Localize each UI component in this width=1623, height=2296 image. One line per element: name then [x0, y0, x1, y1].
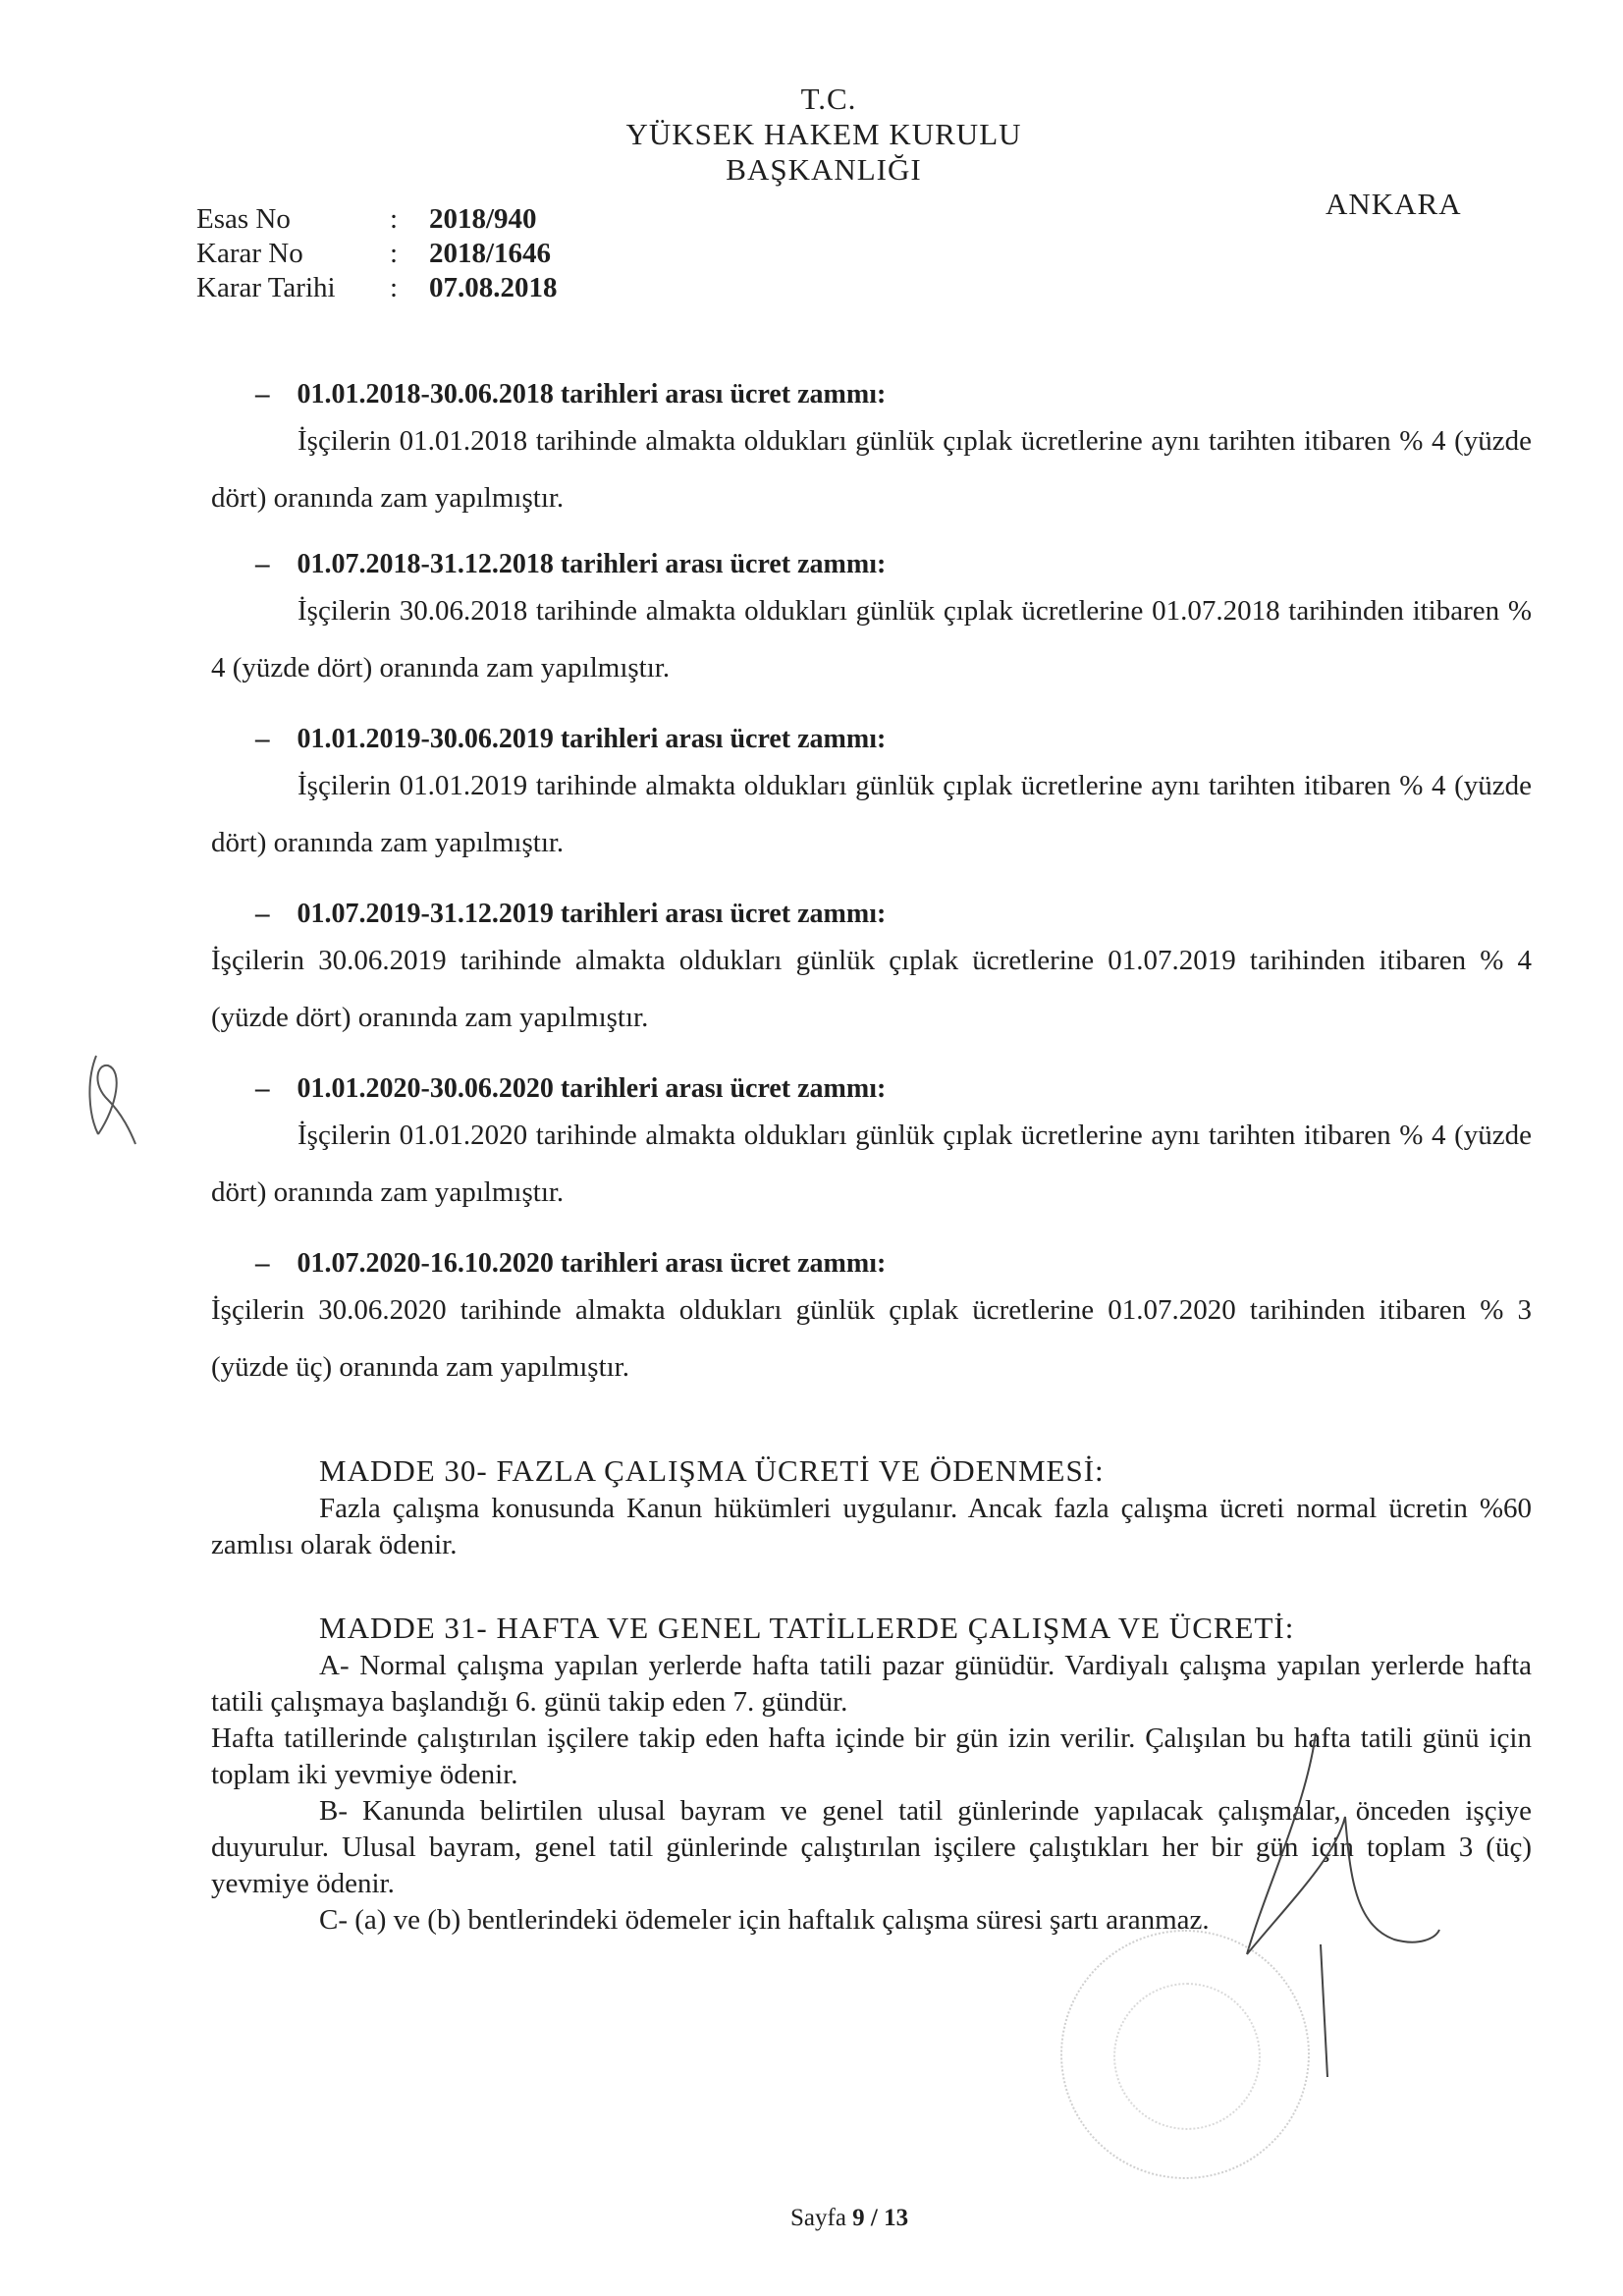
dash-bullet: –: [255, 1072, 270, 1104]
wage-section-5: [211, 1072, 1532, 1221]
meta-label: Esas No: [196, 203, 291, 235]
meta-value: 2018/940: [429, 203, 537, 235]
madde-30: [211, 1453, 1532, 1563]
section-heading: [211, 548, 1532, 580]
wage-section-4: [211, 898, 1532, 1046]
dash-bullet: –: [255, 548, 270, 579]
section-text: İşçilerin 30.06.2019 tarihinde almakta oldukları günlük çıplak ücretlerine 01.07.2019 tarihinden itibaren % 4 (yüzde dört) oranında zam yapılmıştır.: [211, 945, 1532, 1033]
section-text: İşçilerin 01.01.2018 tarihinde almakta oldukları günlük çıplak ücretlerine aynı tarihten itibaren % 4 (yüzde dört) oranında zam yapılmıştır.: [211, 425, 1532, 514]
section-heading: [211, 378, 1532, 410]
section-heading-text: 01.01.2019-30.06.2019 tarihleri arası ücret zammı:: [297, 724, 887, 754]
header-city: ANKARA: [1325, 187, 1462, 221]
meta-sep: :: [390, 238, 399, 269]
section-text: İşçilerin 30.06.2020 tarihinde almakta oldukları günlük çıplak ücretlerine 01.07.2020 tarihinden itibaren % 3 (yüzde üç) oranında zam yapılmıştır.: [211, 1294, 1532, 1383]
section-text: İşçilerin 01.01.2020 tarihinde almakta oldukları günlük çıplak ücretlerine aynı tarihten itibaren % 4 (yüzde dört) oranında zam yapılmıştır.: [211, 1120, 1532, 1208]
document-header: [0, 82, 1623, 188]
section-heading-text: 01.07.2019-31.12.2019 tarihleri arası ücret zammı:: [297, 899, 887, 929]
official-stamp: [1060, 1930, 1310, 2179]
page-footer: [790, 2205, 908, 2232]
meta-label: Karar Tarihi: [196, 272, 336, 303]
madde-31-title: MADDE 31- HAFTA VE GENEL TATİLLERDE ÇALIŞMA VE ÜCRETİ:: [319, 1611, 1295, 1645]
section-text: İşçilerin 30.06.2018 tarihinde almakta oldukları günlük çıplak ücretlerine 01.07.2018 tarihinden itibaren % 4 (yüzde dört) oranında zam yapılmıştır.: [211, 595, 1532, 683]
section-heading-text: 01.01.2018-30.06.2018 tarihleri arası ücret zammı:: [297, 379, 887, 410]
section-heading: [211, 723, 1532, 755]
case-metadata: [196, 202, 558, 305]
meta-value: 07.08.2018: [429, 272, 558, 303]
wage-section-3: [211, 723, 1532, 871]
meta-karar-no: [196, 237, 558, 271]
meta-esas-no: [196, 202, 558, 237]
meta-sep: :: [390, 203, 399, 235]
header-institution: YÜKSEK HAKEM KURULU: [625, 117, 1022, 151]
section-heading-text: 01.01.2020-30.06.2020 tarihleri arası ücret zammı:: [297, 1073, 887, 1104]
page-label: Sayfa: [790, 2205, 846, 2231]
madde-31-item-a-continued: Hafta tatillerinde çalıştırılan işçilere takip eden hafta içinde bir gün izin verilir. Çalışılan bu hafta tatili günü için toplam iki yevmiye ödenir.: [211, 1722, 1532, 1790]
section-heading: [211, 1072, 1532, 1105]
madde-31-item-b: B- Kanunda belirtilen ulusal bayram ve genel tatil günlerinde yapılacak çalışmalar, önceden işçiye duyurulur. Ulusal bayram, genel tatil günlerinde çalıştırılan işçilere çalıştıkları her bir gün için toplam 3 (üç) yevmiye ödenir.: [211, 1795, 1532, 1899]
madde-30-text: Fazla çalışma konusunda Kanun hükümleri uygulanır. Ancak fazla çalışma ücreti normal ücretin %60 zamlısı olarak ödenir.: [211, 1493, 1532, 1560]
header-tc: T.C.: [800, 82, 857, 116]
wage-section-1: [211, 378, 1532, 526]
wage-section-6: [211, 1247, 1532, 1395]
section-text: İşçilerin 01.01.2019 tarihinde almakta oldukları günlük çıplak ücretlerine aynı tarihten itibaren % 4 (yüzde dört) oranında zam yapılmıştır.: [211, 770, 1532, 858]
meta-sep: :: [390, 272, 399, 303]
section-heading-text: 01.07.2018-31.12.2018 tarihleri arası ücret zammı:: [297, 549, 887, 579]
madde-31-item-a: A- Normal çalışma yapılan yerlerde hafta tatili pazar günüdür. Vardiyalı çalışma yapılan yerlerde hafta tatili çalışmaya başlandığı 6. günü takip eden 7. gündür.: [211, 1650, 1532, 1718]
dash-bullet: –: [255, 898, 270, 929]
dash-bullet: –: [255, 378, 270, 410]
madde-30-title: MADDE 30- FAZLA ÇALIŞMA ÜCRETİ VE ÖDENMESİ:: [319, 1453, 1105, 1488]
dash-bullet: –: [255, 723, 270, 754]
page-number: 9 / 13: [852, 2205, 909, 2231]
official-stamp-inner-ring: [1113, 1983, 1261, 2130]
wage-section-2: [211, 548, 1532, 696]
section-heading-text: 01.07.2020-16.10.2020 tarihleri arası ücret zammı:: [297, 1248, 887, 1279]
dash-bullet: –: [255, 1247, 270, 1279]
header-department: BAŞKANLIĞI: [726, 152, 922, 187]
section-heading: [211, 898, 1532, 930]
madde-31-item-c: C- (a) ve (b) bentlerindeki ödemeler için haftalık çalışma süresi şartı aranmaz.: [319, 1904, 1210, 1936]
meta-label: Karar No: [196, 238, 303, 269]
meta-value: 2018/1646: [429, 238, 552, 269]
meta-karar-tarihi: [196, 271, 558, 305]
handwritten-initials-left: [79, 1046, 147, 1154]
section-heading: [211, 1247, 1532, 1280]
